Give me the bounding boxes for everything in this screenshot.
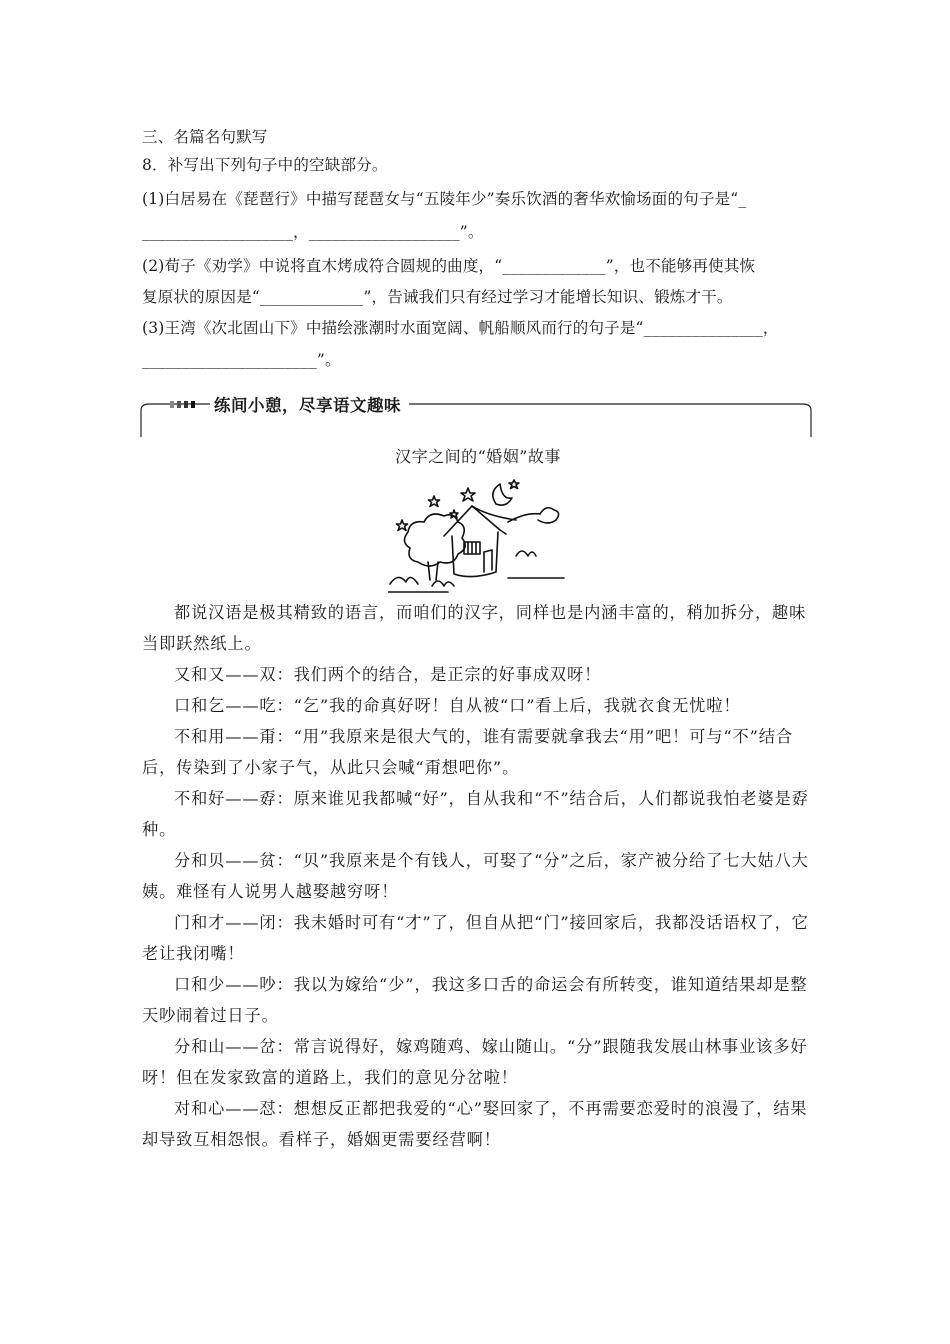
question-line-3: (2)荀子《劝学》中说将直木烤成符合圆规的曲度，“_____________”，也不能够再使其恢 (142, 257, 756, 275)
paragraph-chi: 口和乞——吃：“乞”我的命真好呀！自从被“口”看上后，我就衣食无忧啦！ (174, 696, 741, 715)
question-line-2: ___________________，___________________”。 (142, 223, 484, 241)
paragraph-intro: 都说汉语是极其精致的语言，而咱们的汉字，同样也是内涵丰富的，稍加拆分，趣味当即跃然纸上。 (142, 603, 807, 653)
question-line-4: 复原状的原因是“_____________”，告诫我们只有经过学习才能增长知识、锻炼才干。 (142, 288, 733, 306)
question-stem: 8．补写出下列句子中的空缺部分。 (142, 156, 388, 174)
paragraph-cha: 分和山——岔：常言说得好，嫁鸡随鸡、嫁山随山。“分”跟随我发展山林事业该多好呀！但在发家致富的道路上，我们的意见分岔啦！ (142, 1037, 808, 1087)
paragraph-dui: 对和心——怼：想想反正都把我爱的“心”娶回家了，不再需要恋爱时的浪漫了，结果却导致互相怨恨。看样子，婚姻更需要经营啊！ (142, 1099, 808, 1149)
house-illustration (388, 476, 568, 594)
paragraph-nao: 不和好——孬：原来谁见我都喊“好”，自从我和“不”结合后，人们都说我怕老婆是孬种。 (142, 789, 809, 839)
article-body (142, 597, 814, 1155)
question-line-1: (1)白居易在《琵琶行》中描写琵琶女与“五陵年少”奏乐饮酒的奢华欢愉场面的句子是“_ (142, 190, 747, 208)
paragraph-pin: 分和贝——贫：“贝”我原来是个有钱人，可娶了“分”之后，家产被分给了七大姑八大姨。难怪有人说男人越娶越穷呀！ (142, 851, 809, 901)
sidebar-title: 练间小憩，尽享语文趣味 (210, 396, 409, 416)
section-heading: 三、名篇名句默写 (142, 128, 268, 146)
question-line-5: (3)王湾《次北固山下》中描绘涨潮时水面宽阔、帆船顺风而行的句子是“_______________， (142, 319, 779, 337)
paragraph-bi: 门和才——闭：我未婚时可有“才”了，但自从把“门”接回家后，我都没话语权了，它老让我闭嘴！ (142, 913, 809, 963)
question-line-6: ______________________”。 (142, 351, 341, 369)
paragraph-chao: 口和少——吵：我以为嫁给“少”，我这多口舌的命运会有所转变，谁知道结果却是整天吵闹着过日子。 (142, 975, 808, 1025)
paragraph-beng: 不和用——甭：“用”我原来是很大气的，谁有需要就拿我去“用”吧！可与“不”结合后，传染到了小家子气，从此只会喊“甭想吧你”。 (142, 727, 793, 777)
paragraph-shuang: 又和又——双：我们两个的结合，是正宗的好事成双呀！ (174, 665, 602, 684)
article-title: 汉字之间的“婚姻”故事 (395, 447, 561, 466)
